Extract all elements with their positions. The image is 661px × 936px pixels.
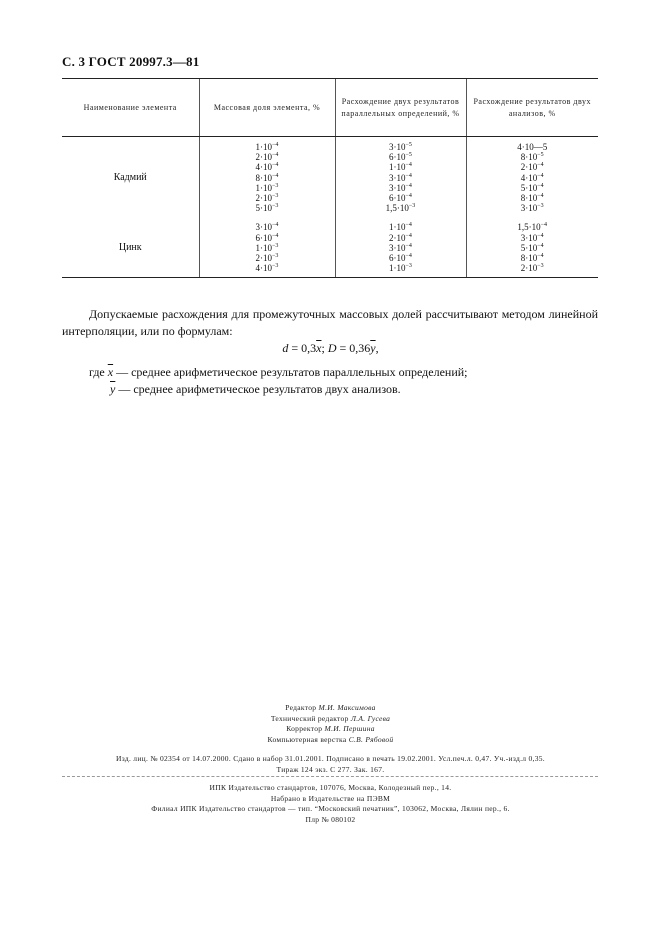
credit-editor: [0, 703, 661, 714]
note-x-var: $\overline{x}$: [107, 365, 114, 379]
print-info-line: Изд. лиц. № 02354 от 14.07.2000. Сдано в набор 31.01.2001. Подписано в печать 19.02.2001. Усл.печ.л. 0,47. Уч.-изд.л 0,35.: [116, 754, 545, 763]
value-exponent: −3: [537, 263, 544, 270]
value-line: [202, 152, 333, 162]
page-header: С. 3 ГОСТ 20997.3—81: [62, 54, 200, 69]
publisher-line: Набрано в Издательстве на ПЭВМ: [270, 793, 391, 803]
value-exponent: −4: [405, 193, 412, 200]
analyses-divergence-cell: [466, 137, 598, 218]
note-x-text: — среднее арифметическое результатов параллельных определений;: [113, 365, 468, 379]
formula-D: D: [327, 341, 337, 355]
value-mantissa: 4·10: [520, 172, 538, 183]
formula-D-coef: = 0,36: [336, 341, 371, 355]
value-mantissa: 3·10: [389, 172, 406, 183]
value-exponent: −4: [537, 182, 544, 189]
value-line: [338, 203, 464, 213]
header-analyses-divergence: Расхождение результатов двух анализов, %: [466, 79, 598, 137]
value-line: [469, 253, 597, 263]
note-where: где: [89, 365, 108, 379]
note-y-var: $\overline{y}$: [110, 382, 116, 396]
value-line: [202, 243, 333, 253]
value-mantissa: 2·10: [255, 193, 273, 204]
value-mantissa: 8·10: [520, 152, 538, 163]
value-line: [469, 222, 597, 232]
value-exponent: −5: [537, 152, 544, 159]
value-line: [202, 162, 333, 172]
divider: [62, 776, 598, 777]
value-mantissa: 1·10: [389, 263, 406, 274]
formula-separator: ;: [321, 341, 328, 355]
value-mantissa: 2·10: [255, 152, 273, 163]
value-line: [202, 222, 333, 232]
value-mantissa: 1·10: [255, 142, 273, 152]
parallel-divergence-cell: [335, 137, 466, 218]
publisher-line: Плр № 080102: [305, 814, 356, 824]
value-exponent: −4: [540, 222, 548, 229]
mass-fraction-cell: [199, 217, 335, 278]
table-row: [62, 137, 598, 218]
value-line: [469, 173, 597, 183]
value-mantissa: 8·10: [520, 253, 538, 264]
credits: [0, 703, 661, 745]
value-line: [469, 243, 597, 253]
publisher-line: Филиал ИПК Издательство стандартов — тип. “Московский печатник”, 103062, Москва, Лялин пер., 6.: [151, 804, 510, 813]
value-mantissa: 6·10: [389, 152, 406, 163]
value-exponent: −4: [405, 222, 412, 229]
credit-label: Редактор: [285, 703, 319, 712]
print-info: [0, 754, 661, 775]
value-mantissa: 2·10: [255, 253, 273, 264]
formula-y-bar: $\overline{y}$: [370, 341, 376, 355]
value-line: [338, 183, 464, 193]
credit-name: М.И. Першина: [324, 724, 375, 733]
value-line: [338, 253, 464, 263]
credit-name: Л.А. Гусева: [350, 713, 391, 723]
note-y: [89, 381, 468, 398]
value-line: [202, 233, 333, 243]
value-mantissa: 1·10: [255, 182, 273, 193]
value-mantissa: 3·10: [389, 182, 406, 193]
value-mantissa: 6·10: [389, 193, 406, 204]
credit-tech-editor: [0, 714, 661, 725]
value-line: [469, 263, 597, 273]
value-line: [338, 142, 464, 152]
value-line: [202, 263, 333, 273]
value-exponent: −4: [272, 232, 279, 239]
value-line: [469, 152, 597, 162]
value-mantissa: 5·10: [255, 203, 273, 214]
credit-name: С.В. Рябовой: [348, 734, 394, 744]
value-line: [469, 162, 597, 172]
value-line: [338, 243, 464, 253]
value-mantissa: 1,5·10: [385, 203, 409, 214]
value-mantissa: 3·10: [520, 203, 538, 214]
credit-label: Компьютерная верстка: [267, 734, 349, 744]
value-exponent: −3: [537, 203, 544, 210]
value-mantissa: 8·10: [255, 172, 273, 183]
value-mantissa: 3·10: [255, 222, 273, 233]
value-line: [469, 203, 597, 213]
value-line: [338, 162, 464, 172]
value-exponent: −4: [272, 172, 279, 179]
formula-d-coef: = 0,3: [288, 341, 317, 355]
value-line: [202, 142, 333, 152]
formula: [0, 341, 661, 356]
value-exponent: −5: [405, 152, 412, 159]
value-mantissa: 2·10: [520, 263, 538, 274]
value-mantissa: 4·10—5: [517, 142, 548, 152]
value-line: [338, 222, 464, 232]
value-exponent: −4: [405, 253, 412, 260]
credit-layout: [0, 735, 661, 746]
value-exponent: −4: [537, 232, 544, 239]
value-line: [469, 193, 597, 203]
value-line: [202, 253, 333, 263]
value-exponent: −4: [537, 193, 544, 200]
print-info-line: Тираж 124 экз. С 277. Зак. 167.: [276, 764, 385, 774]
value-mantissa: 4·10: [255, 263, 273, 274]
value-mantissa: 1·10: [389, 222, 406, 233]
value-mantissa: 3·10: [520, 232, 538, 243]
value-exponent: −4: [405, 242, 412, 249]
body-paragraph: Допускаемые расхождения для промежуточных массовых долей рассчитывают методом линейной интерполяции, или по формулам:: [62, 307, 598, 338]
value-line: [202, 193, 333, 203]
value-exponent: −4: [537, 172, 544, 179]
value-line: [202, 173, 333, 183]
value-line: [338, 233, 464, 243]
value-exponent: −4: [272, 162, 279, 169]
value-mantissa: 6·10: [255, 232, 273, 243]
value-exponent: −3: [272, 263, 279, 270]
value-exponent: −4: [405, 232, 412, 239]
value-mantissa: 3·10: [389, 142, 406, 152]
value-exponent: −4: [272, 222, 279, 229]
credit-corrector: [0, 724, 661, 735]
value-exponent: −4: [405, 182, 412, 189]
value-exponent: −4: [405, 172, 412, 179]
value-line: [338, 193, 464, 203]
value-line: [202, 203, 333, 213]
note-x: [89, 364, 468, 381]
value-line: [338, 152, 464, 162]
value-exponent: −4: [537, 253, 544, 260]
value-exponent: −4: [272, 142, 279, 148]
value-line: [469, 142, 597, 152]
value-exponent: −3: [272, 242, 279, 249]
value-mantissa: 1·10: [255, 242, 273, 253]
note-y-text: — среднее арифметическое результатов двух анализов.: [115, 382, 401, 396]
header-parallel-divergence: Расхождение двух результатов параллельных определений, %: [335, 79, 466, 137]
value-exponent: −4: [537, 162, 544, 169]
value-line: [338, 173, 464, 183]
value-mantissa: 2·10: [389, 232, 406, 243]
mass-fraction-cell: [199, 137, 335, 218]
value-mantissa: 4·10: [255, 162, 273, 173]
element-name-cell: Кадмий: [113, 171, 147, 183]
value-exponent: −3: [272, 182, 279, 189]
value-mantissa: 5·10: [520, 182, 538, 193]
parallel-divergence-cell: [335, 217, 466, 278]
formula-end: ,: [375, 341, 379, 355]
value-exponent: −3: [408, 203, 416, 210]
value-line: [469, 183, 597, 193]
credit-label: Технический редактор: [270, 713, 351, 723]
value-mantissa: 3·10: [389, 242, 406, 253]
publisher-line: ИПК Издательство стандартов, 107076, Москва, Колодезный пер., 14.: [209, 783, 452, 792]
analyses-divergence-cell: [466, 217, 598, 278]
value-exponent: −3: [272, 203, 279, 210]
tolerance-table: [62, 78, 598, 278]
element-name-cell: Цинк: [62, 217, 199, 278]
value-mantissa: 6·10: [389, 253, 406, 264]
value-exponent: −3: [272, 253, 279, 260]
value-line: [202, 183, 333, 193]
header-element-name: Наименование элемента: [62, 79, 199, 137]
value-exponent: −5: [405, 142, 412, 148]
value-mantissa: 5·10: [520, 242, 538, 253]
header-mass-fraction: Массовая доля элемента, %: [199, 79, 335, 137]
value-exponent: −4: [537, 242, 544, 249]
value-mantissa: 2·10: [520, 162, 538, 173]
table-header-row: [62, 79, 598, 137]
formula-d: d: [282, 341, 289, 355]
formula-notes: [89, 364, 468, 398]
value-mantissa: 1,5·10: [517, 222, 541, 233]
value-exponent: −4: [272, 152, 279, 159]
formula-x-bar: $\overline{x}$: [316, 341, 322, 355]
value-exponent: −4: [405, 162, 412, 169]
publisher-info: [0, 783, 661, 825]
value-line: [338, 263, 464, 273]
value-exponent: −3: [272, 193, 279, 200]
value-line: [469, 233, 597, 243]
credit-label: Корректор: [286, 724, 325, 733]
table-row: [62, 217, 598, 278]
value-mantissa: 8·10: [520, 193, 538, 204]
value-mantissa: 1·10: [389, 162, 406, 173]
value-exponent: −3: [405, 263, 412, 270]
credit-name: М.И. Максимова: [318, 703, 376, 712]
